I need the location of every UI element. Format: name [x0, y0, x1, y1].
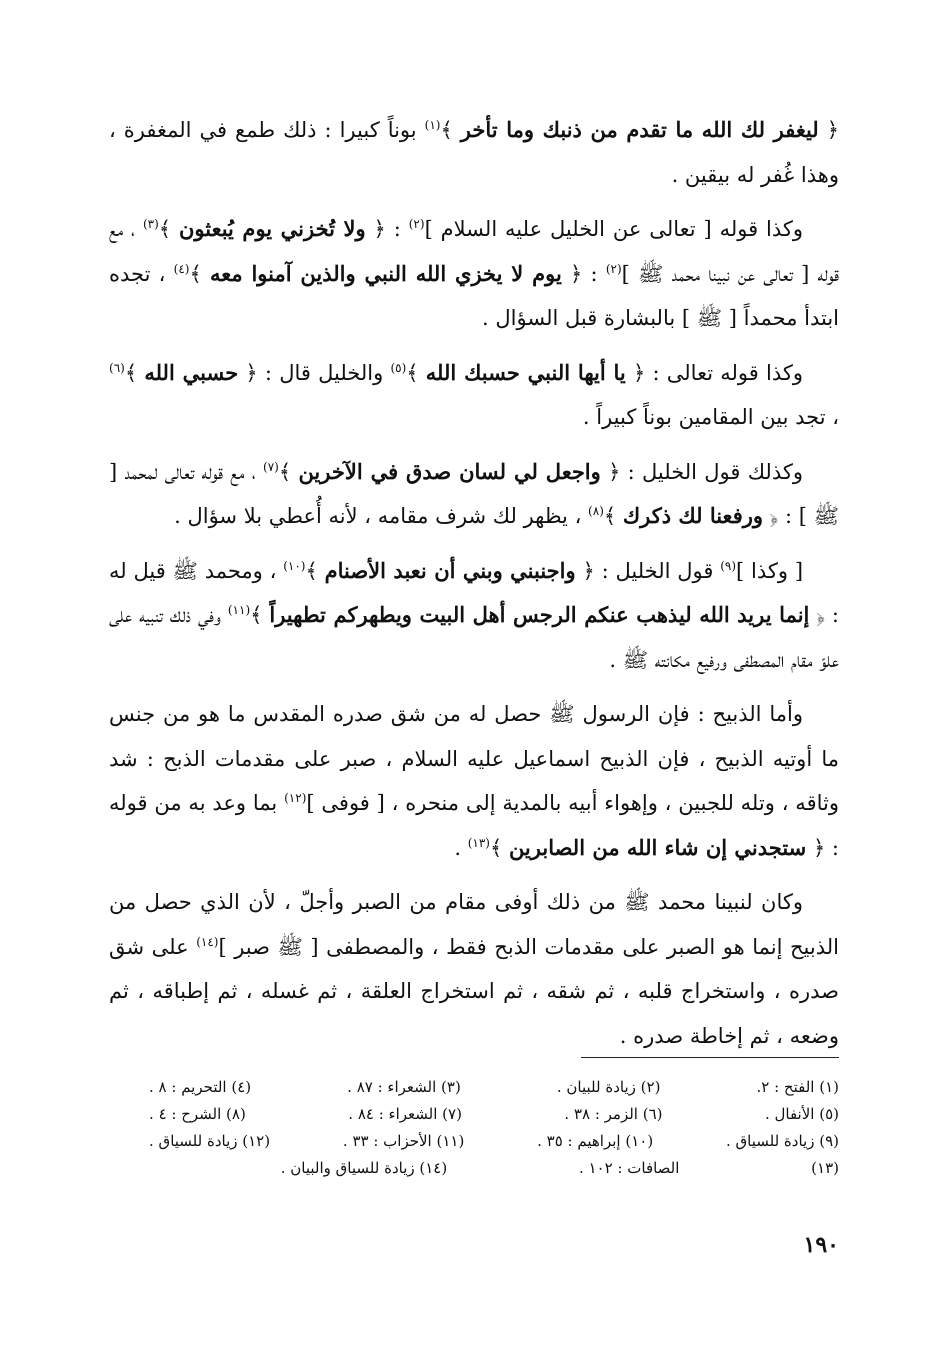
footnote-ref: (١٤) [196, 934, 219, 949]
footnote: (٦) الزمر : ٣٨ . [564, 1105, 663, 1123]
text-run: ، مع قوله تعالى لمحمد [ ﷺ ] : ﴿ [109, 459, 839, 528]
footnote-ref: (٤) [173, 261, 190, 276]
footnote: (٥) الأنفال . [764, 1105, 839, 1123]
quote-bracket: ﴾ [189, 261, 210, 286]
footnote-row [149, 1128, 839, 1155]
text-run: وكذا قوله [ تعالى عن الخليل عليه السلام ] [424, 217, 804, 241]
paragraph [109, 549, 839, 683]
footnote-ref: (١٠) [283, 558, 306, 573]
text-run: : ﴿ [365, 217, 409, 241]
paragraph [109, 692, 839, 870]
footnote-ref: (٩) [720, 558, 737, 573]
quote-bracket: ﴾ [158, 217, 179, 241]
quote-bracket: ﴾ [124, 360, 145, 385]
footnote: (٨) الشرح : ٤ . [149, 1105, 246, 1123]
footnote-ref: (١٣) [467, 835, 490, 850]
footnote-ref: (١) [424, 118, 441, 132]
paragraph [109, 880, 839, 1058]
page-number: ١٩٠ [803, 1232, 839, 1258]
footnote: (٢) زيادة للبيان . [556, 1078, 661, 1096]
quran-quote: يوم لا يخزي الله النبي والذين آمنوا معه [209, 260, 562, 286]
text-run: [ وكذا ] [736, 558, 804, 583]
footnote-ref: (٥) [390, 360, 407, 375]
paragraph [109, 108, 839, 197]
text-run: ، ومحمد ﷺ قيل له : ﴿ [109, 558, 839, 627]
quran-quote: ليغفر لك الله ما تقدم من ذنبك وما تأخر [460, 117, 819, 142]
footnote: (١١) الأحزاب : ٣٣ . [342, 1132, 465, 1150]
text-run: : ﴿ [561, 261, 606, 286]
text-run: والخليل قال : ﴿ [238, 360, 391, 385]
footnote-ref: (٧) [263, 459, 279, 474]
footnotes [149, 1074, 839, 1182]
quran-quote: يا أيها النبي حسبك الله [425, 359, 626, 385]
quran-quote: ورفعنا لك ذكرك [622, 503, 764, 528]
text-run: بوناً كبيرا : ذلك طمع في المغفرة ، وهذا غُفر له بيقين . [109, 118, 839, 187]
footnote: (١) الفتح : ٢. [756, 1078, 839, 1096]
text-run: ، تجده ابتدأ محمداً [ ﷺ ] بالبشارة قبل السؤال . [109, 261, 839, 330]
text-run: وكذلك قول الخليل : ﴿ [600, 459, 803, 484]
footnote: (٧) الشعراء : ٨٤ . [348, 1105, 462, 1123]
quran-quote: واجنبني وبني أن نعبد الأصنام [324, 557, 576, 583]
text-run: . [454, 835, 468, 860]
footnote-row [149, 1074, 839, 1101]
footnote-separator [581, 1057, 839, 1058]
text-run: وفي ذلك تنبيه على علوّ مقام المصطفى ورفيع مكانته ﷺ . [109, 603, 839, 672]
quote-bracket: ﴾ [250, 603, 270, 627]
quote-bracket: ﴿ [818, 118, 840, 142]
footnote-ref: (٢) [408, 217, 425, 231]
footnote-ref: (١٢) [284, 791, 307, 805]
text-run: وأما الذبيح : فإن الرسول ﷺ حصل له من شق صدره المقدس ما هو من جنس ما أوتيه الذبيح ، فإن الذبيح اسماعيل عليه السلام ، صبر على مقدمات الذبح : شد وثاقه ، وتله للجبين ، وإهواء أبيه بالمدية إلى منحره ، [ فوفى ] [109, 702, 839, 815]
footnote-row [149, 1101, 839, 1128]
text-run: ، يظهر لك شرف مقامه ، لأنه أُعطي بلا سؤال . [174, 504, 589, 528]
text-run: ، مع قوله [ تعالى عن نبينا محمد ﷺ ] [109, 217, 839, 286]
quote-bracket: ﴾ [278, 459, 299, 484]
quran-quote: واجعل لي لسان صدق في الآخرين [298, 458, 601, 484]
quran-quote: ولا تُخزني يوم يُبعثون [178, 216, 366, 241]
footnote-ref: (١١) [227, 603, 251, 617]
footnote-row [149, 1155, 839, 1182]
footnote: (٤) التحريم : ٨ . [149, 1078, 252, 1096]
quran-quote: ستجدني إن شاء الله من الصابرين [508, 834, 807, 860]
footnote: الصافات : ١٠٢ . [578, 1159, 680, 1177]
paragraph [109, 351, 839, 440]
quote-bracket: ﴾ [489, 835, 509, 860]
footnote: (١٤) زيادة للسياق والبيان . [280, 1159, 448, 1177]
footnote-ref: (٢) [605, 261, 622, 276]
quote-bracket: ﴾ [440, 118, 461, 142]
footnote-ref: (٦) [109, 360, 125, 375]
text-run: وكان لنبينا محمد ﷺ من ذلك أوفى مقام من الصبر وأجلّ ، لأن الذي حصل من الذبيح إنما هو الصبر على مقدمات الذبح فقط ، والمصطفى [ ﷺ صبر ] [109, 890, 839, 959]
footnote-ref: (٣) [142, 217, 159, 231]
text-run: قول الخليل : ﴿ [575, 558, 721, 583]
text-run: على شق صدره ، واستخراج قلبه ، ثم شقه ، ثم استخراج العلقة ، ثم غسله ، ثم إطباقه ، ثم وضعه ، ثم إخاطة صدره . [109, 934, 839, 1048]
quote-bracket: ﴾ [603, 504, 623, 528]
paragraph [109, 450, 839, 539]
text-run: ، تجد بين المقامين بوناً كبيراً . [582, 405, 839, 429]
footnote: (١٢) زيادة للسياق . [149, 1132, 271, 1150]
body-text [109, 108, 839, 1068]
footnote: (٣) الشعراء : ٨٧ . [347, 1078, 461, 1096]
text-run: بما وعد به من قوله : ﴿ [109, 791, 839, 860]
quran-quote: إنما يريد الله ليذهب عنكم الرجس أهل البيت ويطهركم تطهيراً [269, 602, 810, 627]
footnote-ref: (٨) [588, 504, 604, 518]
quote-bracket: ﴾ [406, 360, 426, 385]
footnote: (١٠) إبراهيم : ٣٥ . [537, 1132, 654, 1150]
footnote: (١٣) [811, 1159, 839, 1177]
quran-quote: حسبي الله [144, 359, 239, 385]
paragraph [109, 207, 839, 341]
footnote: (٩) زيادة للسياق . [725, 1132, 839, 1150]
text-run: وكذا قوله تعالى : ﴿ [625, 360, 803, 385]
quote-bracket: ﴾ [305, 558, 325, 583]
